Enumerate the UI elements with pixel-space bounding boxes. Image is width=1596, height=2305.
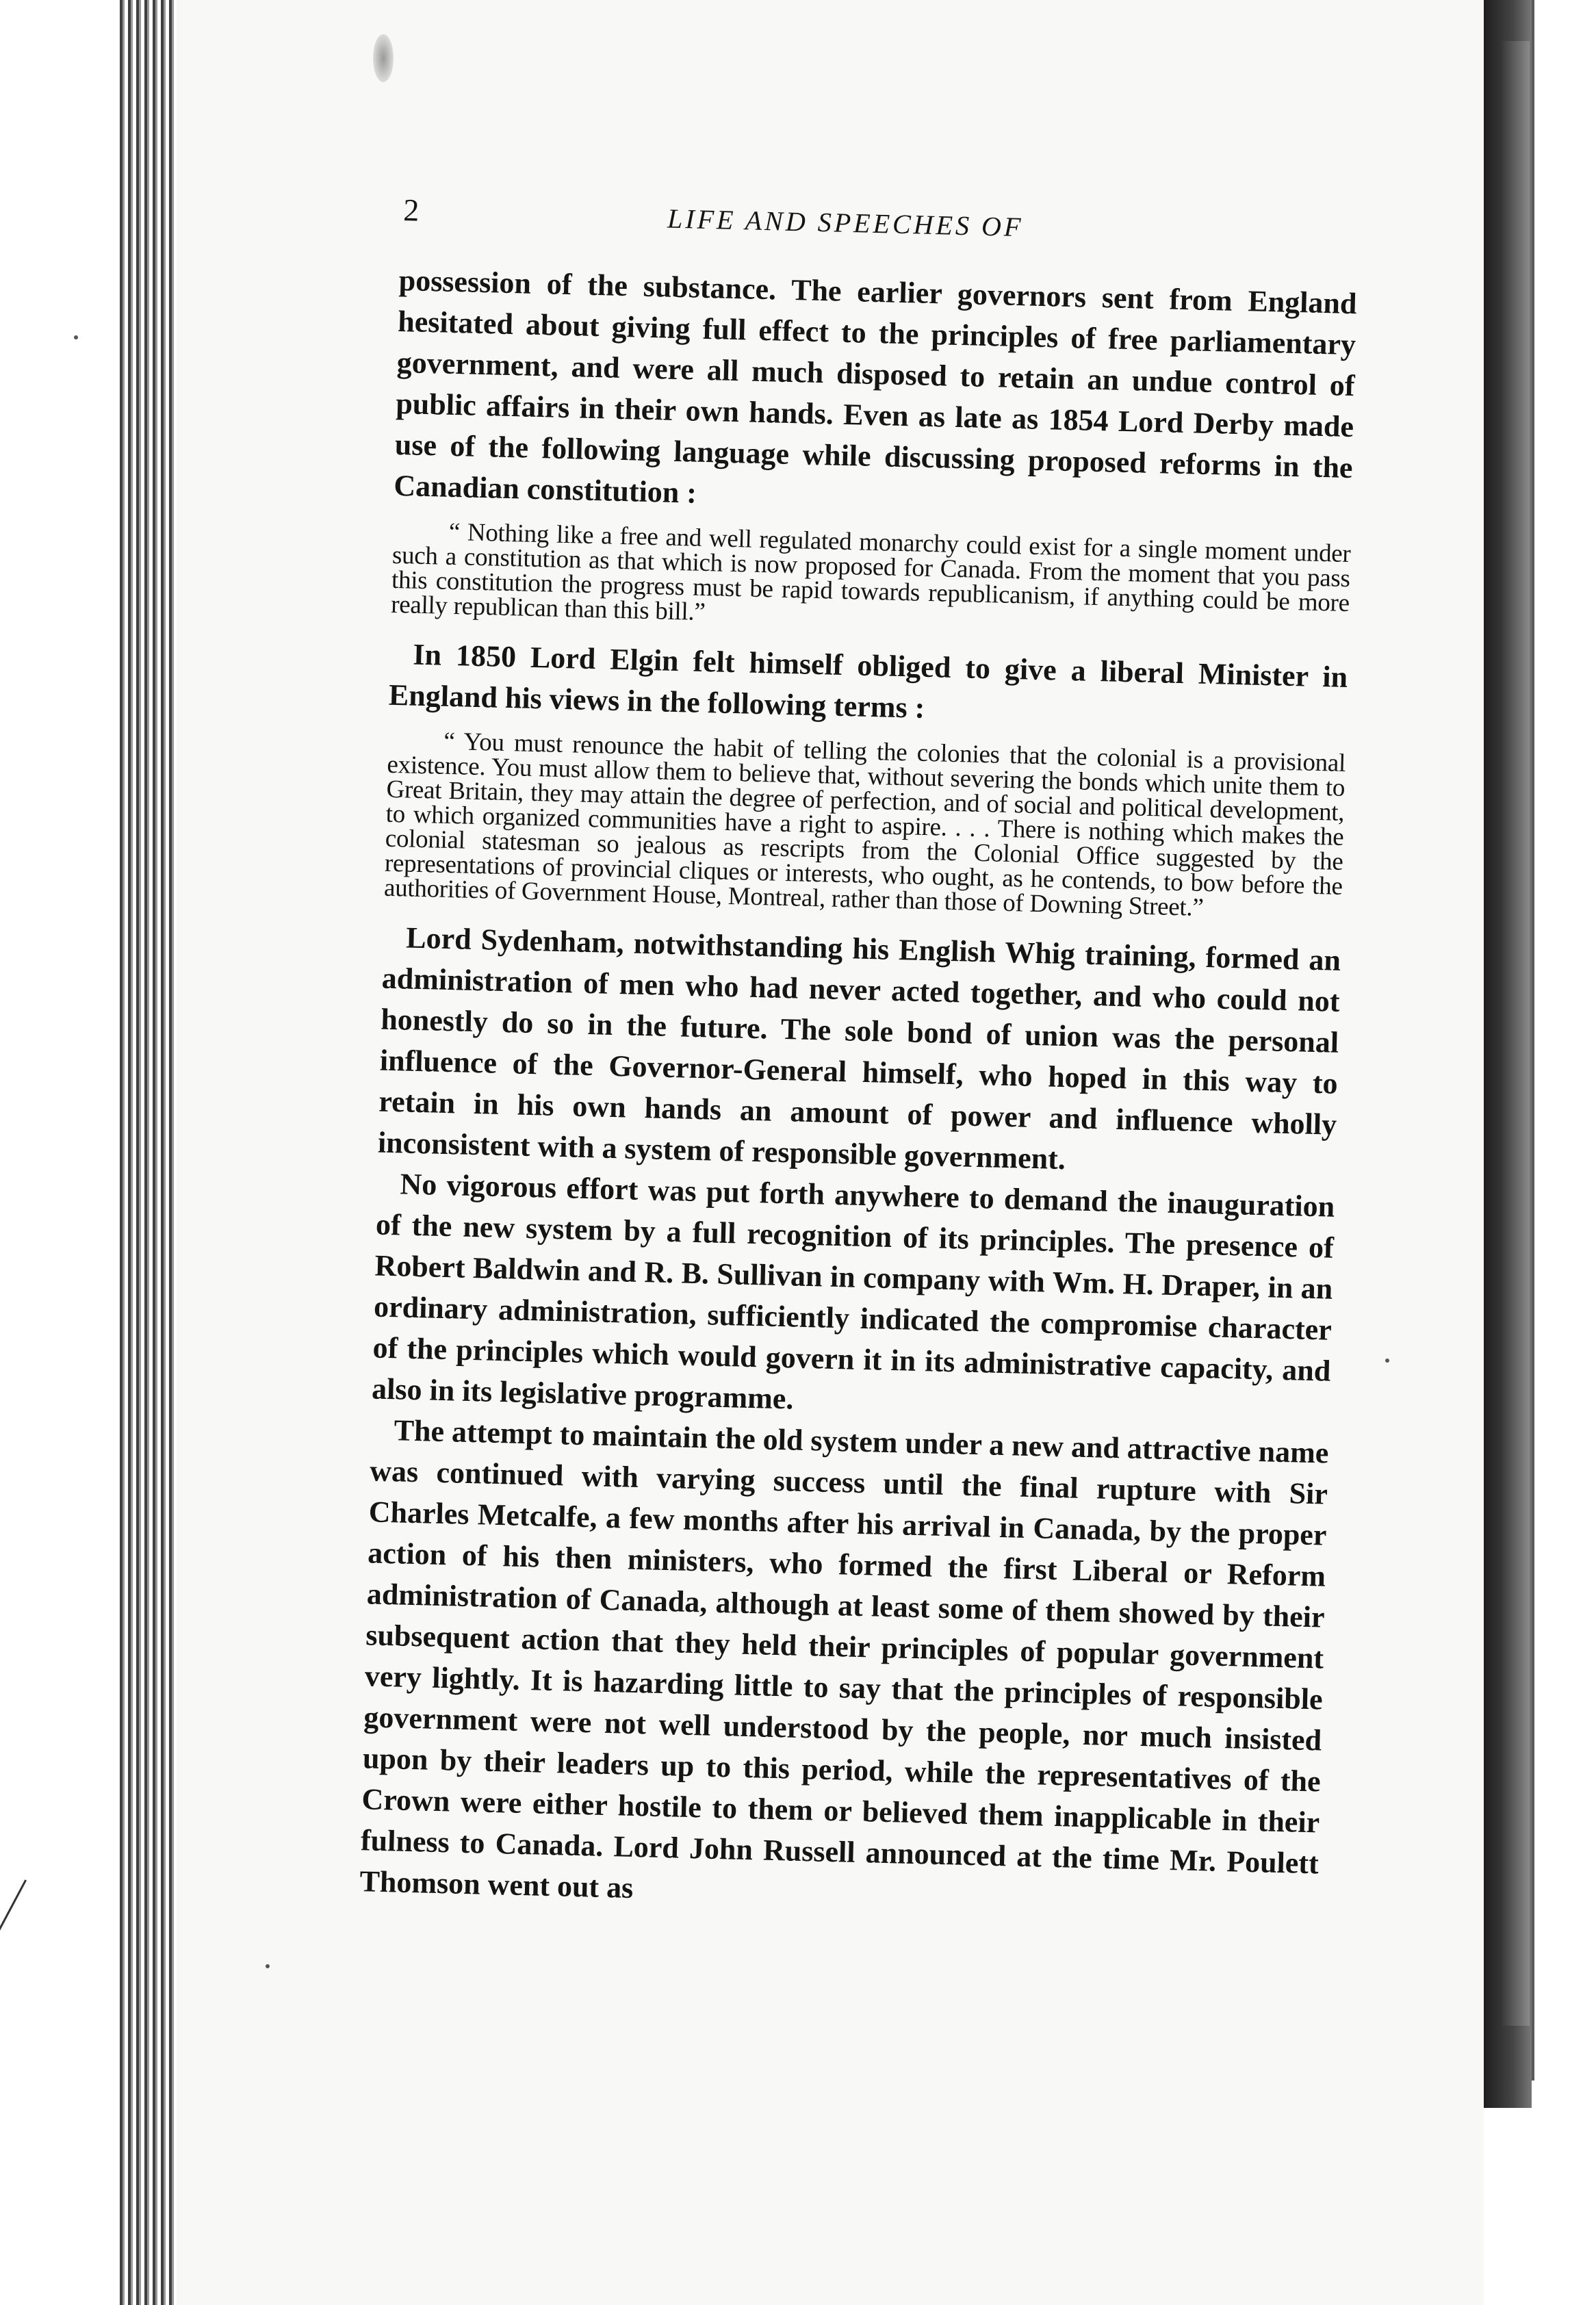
- scan-speck: [1385, 1358, 1389, 1363]
- running-head: LIFE AND SPEECHES OF: [667, 203, 1024, 243]
- facing-page-edge: [1502, 41, 1530, 2026]
- paragraph: No vigorous effort was put forth anywhere to demand the inauguration of the new system by a full recognition of its principles. The presence of Robert Baldwin and R. B. Sullivan in company with Wm. H. Draper, in an ordinary administration, sufficiently indicated the compromise character of the principles which would govern it in its administrative capacity, and also in its legislative programme.: [371, 1167, 1335, 1416]
- block-quote: “ You must renounce the habit of telling the colonies that the colonial is a provisional existence. You must allow them to believe that, without severing the bonds which unite them to Great Britain, they may attain the degree of perfection, and of social and political development, to which organized communities have a right to aspire. . . . There is nothing which makes the colonial statesman so jealous as rescripts from the Colonial Office suggested by the representations of provincial cliques or interests, who ought, as he contends, to bow before the authorities of Government House, Montreal, rather than those of Downing Street.”: [383, 727, 1346, 922]
- scan-background: [1484, 2108, 1596, 2305]
- scan-speck: [74, 335, 78, 339]
- paragraph: possession of the substance. The earlier governors sent from England hesitated about giving full effect to the principles of free parliamentary government, and were all much disposed to retain an undue control of public affairs in their own hands. Even as late as 1854 Lord Derby made use of the following language while discussing proposed reforms in the Canadian constitution :: [393, 263, 1358, 510]
- page-smudge: [373, 34, 394, 82]
- margin-pen-mark: [0, 1879, 27, 1953]
- book-page-edges: [116, 0, 178, 2305]
- block-quote: “ Nothing like a free and well regulated monarchy could exist for a single moment under such a constitution as that which is now proposed for Canada. From the moment that you pass this constitution the progress must be rapid towards republicanism, if anything could be more really republican than this bill.”: [390, 517, 1351, 627]
- scan-right-edge: [1532, 0, 1534, 2081]
- page-text: [359, 192, 1359, 1925]
- paragraph: Lord Sydenham, notwithstanding his English Whig training, formed an administration of men who had never acted together, and who could not honestly do so in the future. The sole bond of union was the personal influence of the Governor-General himself, who hoped in this way to retain in his own hands an amount of power and influence wholly inconsistent with a system of responsible government.: [377, 920, 1341, 1176]
- paragraph: In 1850 Lord Elgin felt himself obliged to give a liberal Minister in England his views in the following terms :: [388, 637, 1348, 725]
- page-number: 2: [402, 192, 420, 228]
- paragraph: The attempt to maintain the old system under a new and attractive name was continued with varying success until the final rupture with Sir Charles Metcalfe, a few months after his arrival in Canada, by the proper action of his then ministers, who formed the first Liberal or Reform administration of Canada, although at least some of them showed by their subsequent action that they held their principles of popular government very lightly. It is hazarding little to say that the principles of responsible government were not well understood by the people, nor much insisted upon by their leaders up to this period, while the representatives of the Crown were either hostile to them or believed them inapplicable in their fulness to Canada. Lord John Russell announced at the time Mr. Poulett Thomson went out as: [359, 1413, 1329, 1905]
- scan-speck: [266, 1964, 270, 1968]
